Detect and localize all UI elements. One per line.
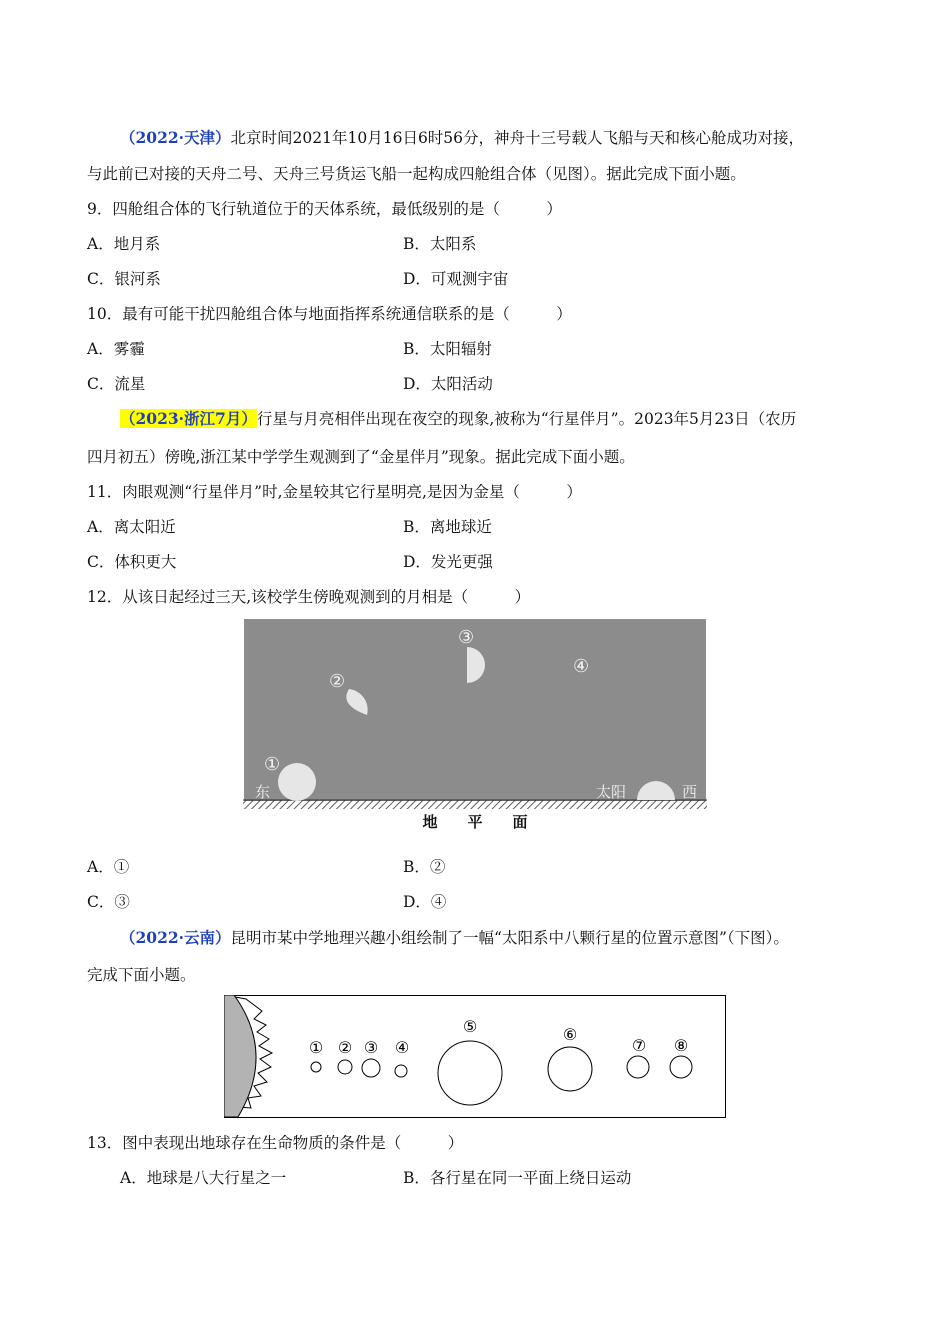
planet-5	[438, 1041, 502, 1105]
q11-option-c[interactable]: C．体积更大	[87, 553, 177, 571]
intro-zhejiang-line2: 四月初五）傍晚,浙江某中学学生观测到了“金星伴月”现象。据此完成下面小题。	[87, 448, 635, 466]
source-tag: （2022·云南）	[120, 928, 231, 947]
q12-option-a[interactable]: A．①	[87, 858, 130, 876]
moon-3-marker: ③	[458, 627, 475, 648]
moon-phase-figure	[243, 619, 707, 835]
q11-option-a[interactable]: A．离太阳近	[87, 518, 176, 536]
moon-4-marker: ④	[573, 656, 590, 677]
planet-7	[627, 1056, 649, 1078]
q13-option-b[interactable]: B．各行星在同一平面上绕日运动	[403, 1169, 632, 1187]
planet-3	[362, 1059, 380, 1077]
question-10-stem: 10．最有可能干扰四舱组合体与地面指挥系统通信联系的是（ ）	[87, 305, 572, 323]
intro-text: 北京时间2021年10月16日6时56分，神舟十三号载人飞船与天和核心舱成功对接，	[230, 129, 805, 147]
moon-1-marker: ①	[264, 754, 281, 775]
q13-option-a[interactable]: A．地球是八大行星之一	[120, 1169, 287, 1187]
intro-text: 昆明市某中学地理兴趣小组绘制了一幅“太阳系中八颗行星的位置示意图”（下图）。	[230, 929, 789, 947]
moon-1-full	[278, 763, 316, 801]
q9-option-d[interactable]: D．可观测宇宙	[403, 270, 509, 288]
question-11-stem: 11．肉眼观测“行星伴月”时,金星较其它行星明亮,是因为金星（ ）	[87, 483, 582, 501]
intro-tianjin-line1	[120, 127, 804, 149]
q10-option-b[interactable]: B．太阳辐射	[403, 340, 492, 358]
q12-option-d[interactable]: D．④	[403, 893, 447, 911]
question-9-stem: 9．四舱组合体的飞行轨道位于的天体系统，最低级别的是（ ）	[87, 200, 562, 218]
question-12-stem: 12．从该日起经过三天,该校学生傍晚观测到的月相是（ ）	[87, 588, 531, 606]
planet-6	[548, 1047, 592, 1091]
intro-yunnan-line1	[120, 927, 789, 949]
planet-8	[670, 1056, 692, 1078]
intro-zhejiang-line1	[120, 408, 796, 430]
q12-option-b[interactable]: B．②	[403, 858, 446, 876]
q10-option-a[interactable]: A．雾霾	[87, 340, 145, 358]
source-tag: （2022·天津）	[120, 128, 231, 147]
planet-4-marker: ④	[394, 1038, 410, 1057]
horizon-label: 地 平 面	[422, 813, 528, 831]
q10-option-d[interactable]: D．太阳活动	[403, 375, 493, 393]
planet-8-marker: ⑧	[673, 1036, 689, 1055]
q9-option-b[interactable]: B．太阳系	[403, 235, 477, 253]
planet-6-marker: ⑥	[562, 1025, 578, 1044]
intro-tianjin-line2: 与此前已对接的天舟二号、天舟三号货运飞船一起构成四舱组合体（见图）。据此完成下面小题。	[87, 165, 746, 183]
planet-1-marker: ①	[308, 1038, 324, 1057]
q9-option-a[interactable]: A．地月系	[87, 235, 161, 253]
planet-4	[395, 1065, 407, 1077]
q11-option-d[interactable]: D．发光更强	[403, 553, 493, 571]
moon-2-marker: ②	[329, 671, 346, 692]
west-label: 西	[682, 783, 698, 801]
q12-option-c[interactable]: C．③	[87, 893, 130, 911]
planet-2	[338, 1060, 352, 1074]
planet-7-marker: ⑦	[631, 1036, 647, 1055]
planet-2-marker: ②	[337, 1038, 353, 1057]
planet-position-figure	[224, 995, 727, 1119]
q10-option-c[interactable]: C．流星	[87, 375, 146, 393]
sun-label: 太阳	[596, 783, 627, 801]
q11-option-b[interactable]: B．离地球近	[403, 518, 492, 536]
east-label: 东	[255, 783, 271, 801]
planet-5-marker: ⑤	[462, 1017, 478, 1036]
planet-1	[311, 1062, 321, 1072]
planet-3-marker: ③	[363, 1038, 379, 1057]
intro-yunnan-line2: 完成下面小题。	[87, 966, 196, 984]
q9-option-c[interactable]: C．银河系	[87, 270, 161, 288]
question-13-stem: 13．图中表现出地球存在生命物质的条件是（ ）	[87, 1134, 464, 1152]
intro-text: 行星与月亮相伴出现在夜空的现象,被称为“行星伴月”。2023年5月23日（农历	[256, 410, 797, 428]
horizon-hatch	[243, 800, 707, 809]
source-tag: （2023·浙江7月）	[120, 409, 257, 428]
